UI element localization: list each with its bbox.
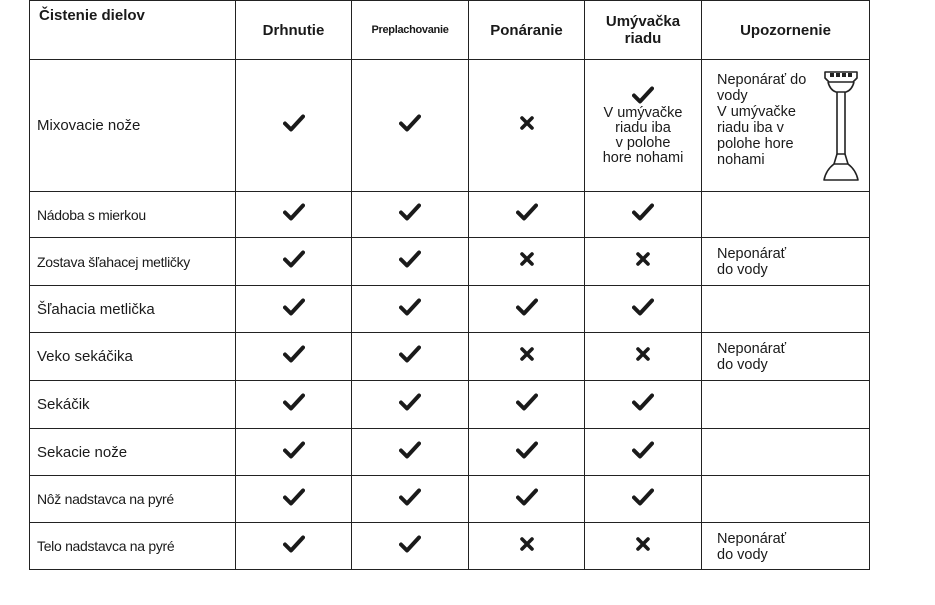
blender-upside-down-icon: [822, 70, 860, 182]
rinse-cell: [352, 523, 469, 570]
cross-icon: [519, 115, 535, 131]
warning-text: [717, 246, 869, 278]
table-row: [30, 523, 870, 570]
dishwasher-cell: [585, 333, 702, 381]
part-name: Nádoba s mierkou: [30, 192, 236, 238]
dishwasher-cell: [585, 523, 702, 570]
scrub-cell: [236, 286, 352, 333]
scrub-cell: [236, 60, 352, 192]
dishwasher-note: [603, 106, 684, 166]
warning-text: [717, 531, 869, 563]
dishwasher-cell: [585, 60, 702, 192]
header-dishwasher-label: Umývačka riadu: [605, 13, 681, 47]
immerse-cell: [469, 286, 585, 333]
check-icon: [516, 203, 538, 221]
check-icon: [283, 488, 305, 506]
warning-cell: [702, 286, 870, 333]
rinse-cell: [352, 333, 469, 381]
warning-cell: [702, 238, 870, 286]
warning-cell: [702, 333, 870, 381]
rinse-cell: [352, 60, 469, 192]
check-icon: [516, 488, 538, 506]
warning-line: Neponárať: [717, 246, 787, 262]
check-icon: [516, 393, 538, 411]
warning-cell: [702, 476, 870, 523]
part-name: Zostava šľahacej metličky: [30, 238, 236, 286]
check-icon: [283, 345, 305, 363]
header-warning: Upozornenie: [702, 1, 870, 60]
warning-cell: [702, 192, 870, 238]
check-icon: [399, 114, 421, 132]
part-name: Mixovacie nože: [30, 60, 236, 192]
check-icon: [516, 441, 538, 459]
check-icon: [399, 345, 421, 363]
check-icon: [283, 393, 305, 411]
header-row: [30, 1, 870, 60]
check-icon: [283, 250, 305, 268]
rinse-cell: [352, 286, 469, 333]
immerse-cell: [469, 60, 585, 192]
part-name: Šľahacia metlička: [30, 286, 236, 333]
warning-line: do vody: [717, 357, 768, 373]
check-icon: [632, 393, 654, 411]
warning-cell: [702, 429, 870, 476]
check-icon: [283, 298, 305, 316]
cross-icon: [519, 346, 535, 362]
table-row: [30, 238, 870, 286]
header-scrub: Drhnutie: [236, 1, 352, 60]
dishwasher-cell: [585, 192, 702, 238]
dishwasher-cell: [585, 238, 702, 286]
rinse-cell: [352, 476, 469, 523]
dishwasher-cell: [585, 286, 702, 333]
dishwasher-note-line: hore nohami: [602, 149, 684, 166]
check-icon: [399, 393, 421, 411]
check-icon: [399, 488, 421, 506]
check-icon: [632, 298, 654, 316]
warning-cell: [702, 381, 870, 429]
rinse-cell: [352, 238, 469, 286]
check-icon: [516, 298, 538, 316]
table-row: [30, 60, 870, 192]
dishwasher-cell: [585, 429, 702, 476]
cross-icon: [635, 346, 651, 362]
scrub-cell: [236, 523, 352, 570]
scrub-cell: [236, 476, 352, 523]
scrub-cell: [236, 238, 352, 286]
dishwasher-note-stack: [585, 86, 701, 166]
immerse-cell: [469, 523, 585, 570]
dishwasher-note-line: v polohe: [615, 134, 671, 151]
warning-line: nohami: [717, 152, 765, 168]
immerse-cell: [469, 429, 585, 476]
header-immerse: Ponáranie: [469, 1, 585, 60]
check-icon: [283, 441, 305, 459]
table-row: [30, 333, 870, 381]
warning-line: do vody: [717, 547, 768, 563]
table-row: [30, 429, 870, 476]
check-icon: [632, 488, 654, 506]
immerse-cell: [469, 333, 585, 381]
immerse-cell: [469, 476, 585, 523]
dishwasher-note-line: V umývačke: [603, 104, 683, 121]
table-row: [30, 192, 870, 238]
warning-text: [717, 341, 869, 373]
warning-line: riadu iba v: [717, 120, 784, 136]
header-dishwasher: [585, 1, 702, 60]
check-icon: [632, 441, 654, 459]
scrub-cell: [236, 381, 352, 429]
check-icon: [283, 535, 305, 553]
check-icon: [399, 441, 421, 459]
check-icon: [399, 298, 421, 316]
scrub-cell: [236, 333, 352, 381]
cross-icon: [635, 251, 651, 267]
warning-line: Neponárať: [717, 531, 787, 547]
check-icon: [632, 203, 654, 221]
check-icon: [399, 535, 421, 553]
rinse-cell: [352, 429, 469, 476]
cross-icon: [519, 251, 535, 267]
warning-line: do vody: [717, 262, 768, 278]
table-body: [30, 60, 870, 570]
cross-icon: [519, 536, 535, 552]
table-row: [30, 476, 870, 523]
warning-line: V umývačke: [717, 104, 796, 120]
check-icon: [283, 203, 305, 221]
check-icon: [399, 250, 421, 268]
dishwasher-cell: [585, 381, 702, 429]
part-name: Telo nadstavca na pyré: [30, 523, 236, 570]
cleaning-table-container: [29, 0, 870, 570]
header-parts: Čistenie dielov: [30, 1, 236, 60]
warning-cell: [702, 60, 870, 192]
part-name: Sekáčik: [30, 381, 236, 429]
immerse-cell: [469, 381, 585, 429]
scrub-cell: [236, 192, 352, 238]
immerse-cell: [469, 238, 585, 286]
warning-line: polohe hore: [717, 136, 794, 152]
rinse-cell: [352, 192, 469, 238]
table-row: [30, 286, 870, 333]
cleaning-table: [29, 0, 870, 570]
check-icon: [283, 114, 305, 132]
warning-line: Neponárať do: [717, 72, 807, 88]
warning-line: Neponárať: [717, 341, 787, 357]
rinse-cell: [352, 381, 469, 429]
part-name: Sekacie nože: [30, 429, 236, 476]
scrub-cell: [236, 429, 352, 476]
part-name: Veko sekáčika: [30, 333, 236, 381]
dishwasher-cell: [585, 476, 702, 523]
check-icon: [632, 86, 654, 104]
table-row: [30, 381, 870, 429]
check-icon: [399, 203, 421, 221]
warning-line: vody: [717, 88, 748, 104]
warning-cell: [702, 523, 870, 570]
immerse-cell: [469, 192, 585, 238]
part-name: Nôž nadstavca na pyré: [30, 476, 236, 523]
dishwasher-note-line: riadu iba: [615, 119, 671, 136]
cross-icon: [635, 536, 651, 552]
header-rinse: Preplachovanie: [352, 1, 469, 60]
